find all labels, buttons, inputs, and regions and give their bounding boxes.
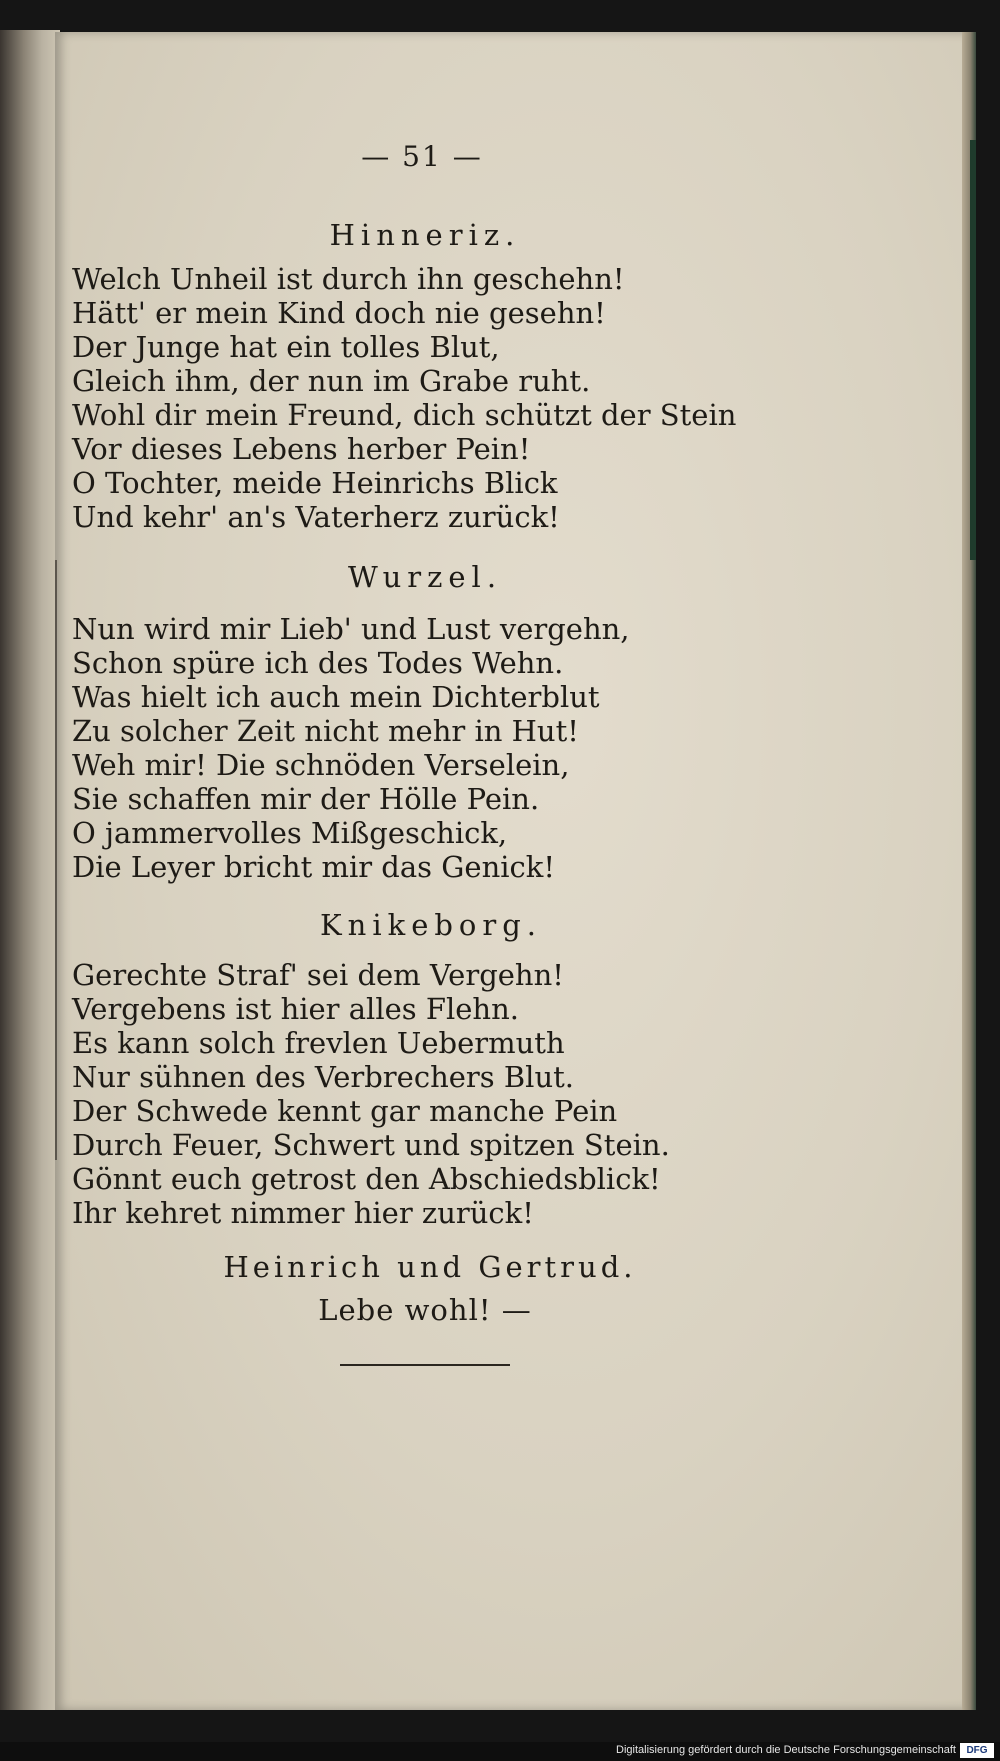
verse-line: Gönnt euch getrost den Abschiedsblick!: [72, 1162, 661, 1196]
verse-line: Wohl dir mein Freund, dich schützt der Stein: [72, 398, 737, 432]
page-number: — 51 —: [361, 140, 483, 173]
verse-stanza: [72, 958, 722, 1230]
verse-line: Und kehr' an's Vaterherz zurück!: [72, 500, 560, 534]
verse-line: Vor dieses Lebens herber Pein!: [72, 432, 531, 466]
verse-line: Gerechte Straf' sei dem Vergehn!: [72, 958, 564, 992]
verse-line: Hätt' er mein Kind doch nie gesehn!: [72, 296, 606, 330]
verse-line: Vergebens ist hier alles Flehn.: [72, 992, 519, 1026]
speaker-heading: Heinrich und Gertrud.: [223, 1250, 637, 1284]
page-tear-mark: [55, 560, 67, 1160]
dfg-logo-icon: DFG: [960, 1743, 994, 1758]
verse-line: Nun wird mir Lieb' und Lust vergehn,: [72, 612, 630, 646]
verse-line: O jammervolles Mißgeschick,: [72, 816, 508, 850]
verse-line: Schon spüre ich des Todes Wehn.: [72, 646, 564, 680]
speaker-heading: Wurzel.: [347, 560, 503, 594]
verse-line: Gleich ihm, der nun im Grabe ruht.: [72, 364, 591, 398]
verse-line: Der Junge hat ein tolles Blut,: [72, 330, 500, 364]
end-rule: [340, 1364, 510, 1366]
speaker-heading: Knikeborg.: [320, 908, 543, 942]
verse-line: O Tochter, meide Heinrichs Blick: [72, 466, 558, 500]
page-right-band: [970, 140, 976, 560]
verse-line: Sie schaffen mir der Hölle Pein.: [72, 782, 540, 816]
verse-line: Welch Unheil ist durch ihn geschehn!: [72, 262, 625, 296]
verse-line: Zu solcher Zeit nicht mehr in Hut!: [72, 714, 579, 748]
verse-line: Die Leyer bricht mir das Genick!: [72, 850, 556, 884]
verse-line: Weh mir! Die schnöden Verselein,: [72, 748, 570, 782]
verse-line: Ihr kehret nimmer hier zurück!: [72, 1196, 534, 1230]
footer-credit: Digitalisierung gefördert durch die Deutsche Forschungsgemeinschaft: [616, 1744, 956, 1756]
verse-line: Durch Feuer, Schwert und spitzen Stein.: [72, 1128, 670, 1162]
verse-stanza: [72, 262, 737, 534]
verse-stanza: [72, 612, 722, 884]
verse-line: Es kann solch frevlen Uebermuth: [72, 1026, 565, 1060]
verse-line: Was hielt ich auch mein Dichterblut: [72, 680, 600, 714]
page-gutter-edge: [0, 30, 60, 1710]
closing-line: Lebe wohl! —: [318, 1293, 532, 1327]
verse-line: Nur sühnen des Verbrechers Blut.: [72, 1060, 575, 1094]
verse-line: Der Schwede kennt gar manche Pein: [72, 1094, 618, 1128]
speaker-heading: Hinneriz.: [329, 218, 521, 252]
